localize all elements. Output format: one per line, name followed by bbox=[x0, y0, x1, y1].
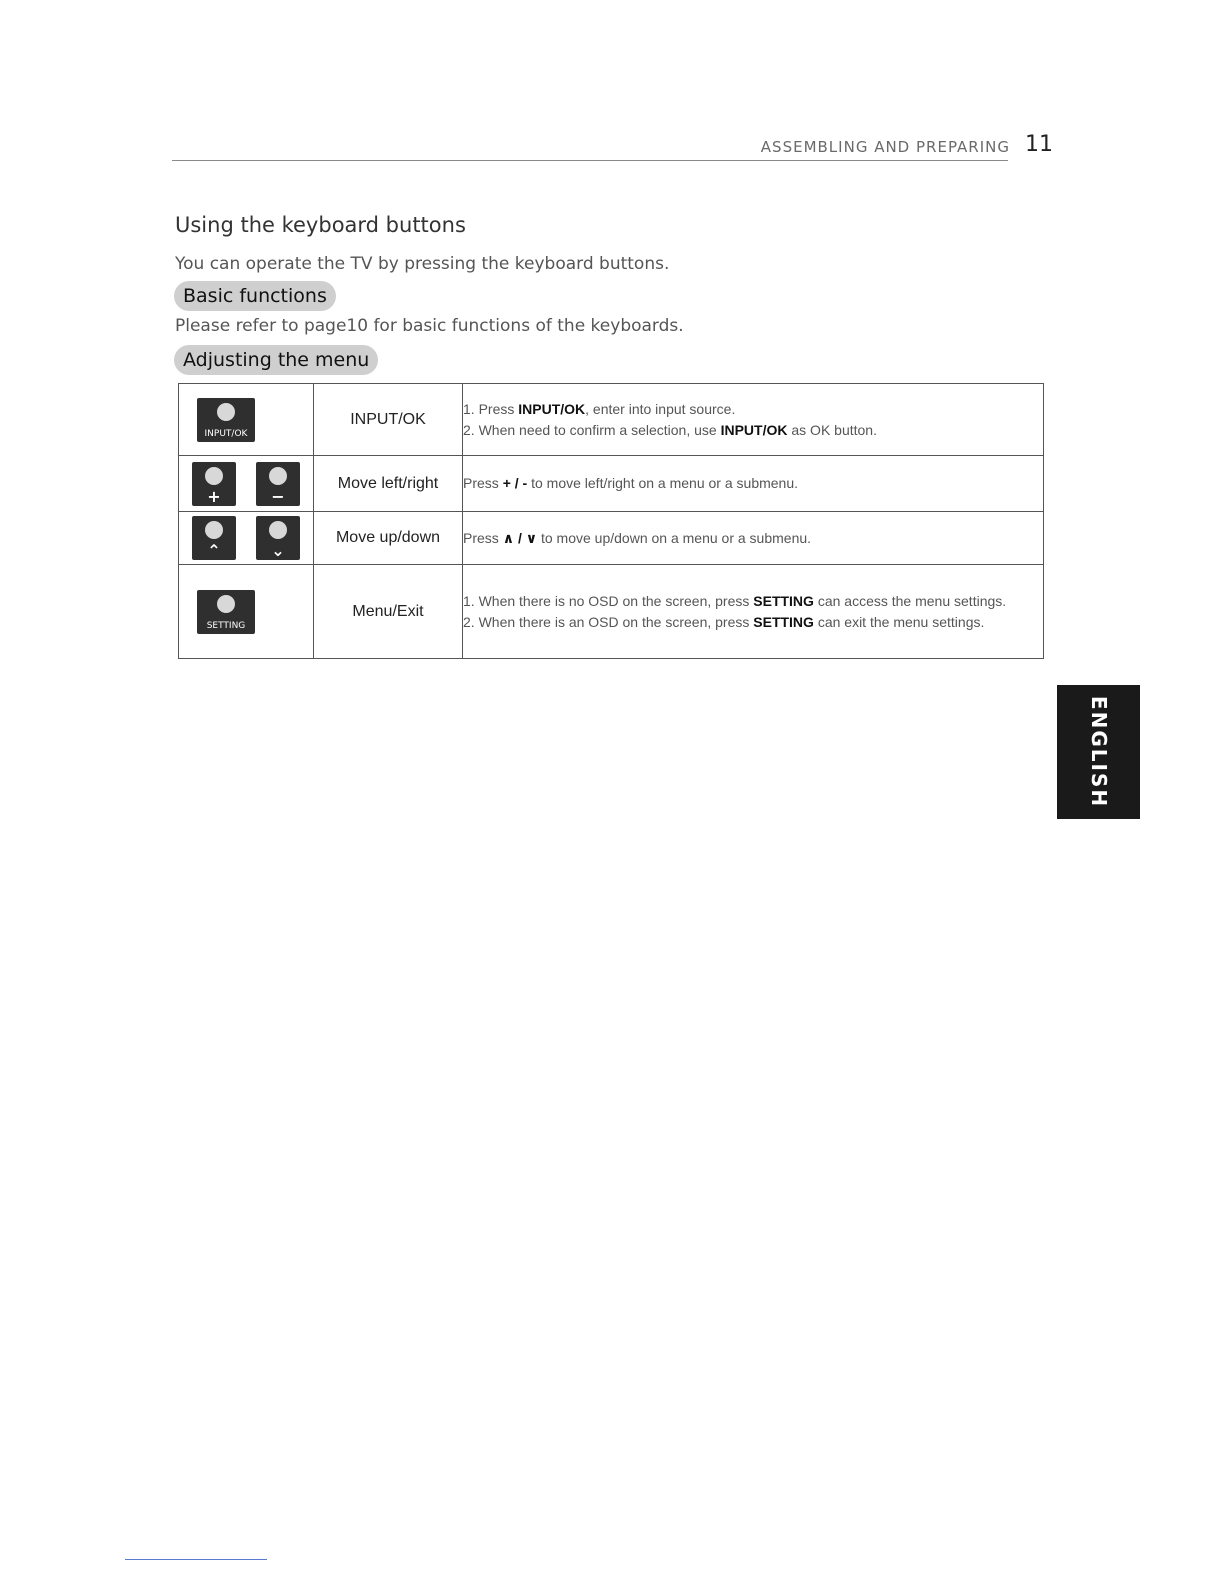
function-name: INPUT/OK bbox=[314, 384, 463, 456]
keyboard-buttons-table bbox=[178, 383, 1044, 659]
key-icons-cell bbox=[179, 384, 314, 456]
basic-functions-heading: Basic functions bbox=[174, 281, 336, 311]
table-row bbox=[179, 384, 1044, 456]
description-line: Press ∧ / ∨ to move up/down on a menu or a submenu. bbox=[463, 529, 812, 546]
function-description bbox=[463, 565, 1044, 659]
function-name: Move up/down bbox=[314, 512, 463, 565]
intro-text: You can operate the TV by pressing the keyboard buttons. bbox=[175, 254, 670, 274]
basic-functions-text: Please refer to page10 for basic functions of the keyboards. bbox=[175, 316, 684, 336]
function-name: Menu/Exit bbox=[314, 565, 463, 659]
table-row bbox=[179, 512, 1044, 565]
function-name: Move left/right bbox=[314, 456, 463, 512]
plus-key-icon: + bbox=[192, 462, 236, 506]
adjusting-menu-heading: Adjusting the menu bbox=[174, 345, 378, 375]
table-row bbox=[179, 565, 1044, 659]
footnote-rule bbox=[125, 1559, 267, 1560]
down-key-icon: ⌄ bbox=[256, 516, 300, 560]
page-title: Using the keyboard buttons bbox=[175, 213, 466, 237]
function-description bbox=[463, 384, 1044, 456]
input-ok-key-icon: INPUT/OK bbox=[197, 398, 255, 442]
page-number: 11 bbox=[1025, 132, 1053, 157]
setting-key-icon: SETTING bbox=[197, 590, 255, 634]
function-description bbox=[463, 512, 1044, 565]
minus-key-icon: − bbox=[256, 462, 300, 506]
up-key-icon: ⌃ bbox=[192, 516, 236, 560]
description-line: 1. Press INPUT/OK, enter into input source. bbox=[463, 401, 736, 418]
key-icons-cell bbox=[179, 456, 314, 512]
key-icons-cell bbox=[179, 565, 314, 659]
key-icons-cell bbox=[179, 512, 314, 565]
description-line: Press + / - to move left/right on a menu or a submenu. bbox=[463, 475, 799, 492]
function-description bbox=[463, 456, 1044, 512]
table-row bbox=[179, 456, 1044, 512]
description-line: 2. When there is an OSD on the screen, press SETTING can exit the menu settings. bbox=[463, 613, 985, 630]
section-label: ASSEMBLING AND PREPARING bbox=[760, 138, 1010, 156]
description-line: 2. When need to confirm a selection, use INPUT/OK as OK button. bbox=[463, 421, 877, 438]
description-line: 1. When there is no OSD on the screen, press SETTING can access the menu settings. bbox=[463, 593, 1007, 610]
language-tab-label: ENGLISH bbox=[1086, 695, 1111, 809]
header-rule bbox=[172, 160, 1008, 161]
language-tab bbox=[1057, 685, 1140, 819]
